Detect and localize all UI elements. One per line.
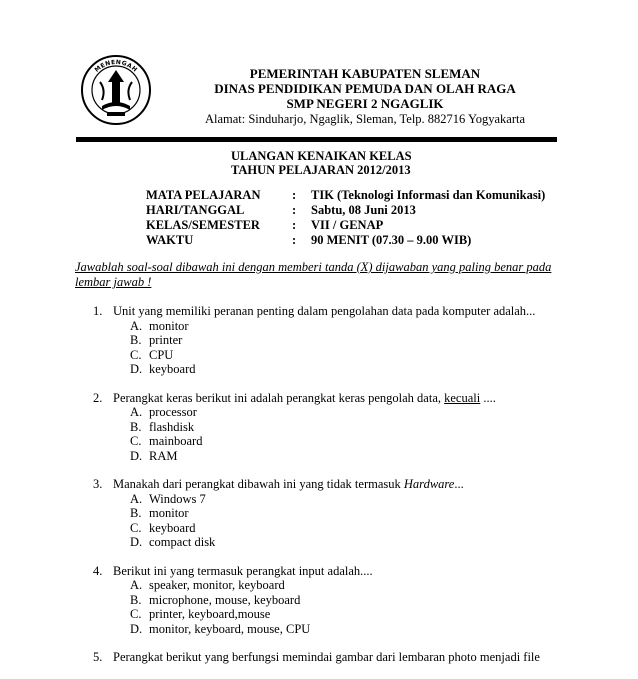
answer-option [130,405,573,420]
answer-option [130,593,573,608]
answer-options [130,405,573,463]
question-text-part: ... [454,477,464,491]
info-key: MATA PELAJARAN [146,188,261,202]
answer-options [130,319,573,377]
answer-option [130,348,573,363]
question-item [93,564,573,637]
answer-option [130,434,573,449]
option-text: compact disk [149,535,216,549]
exam-title-line1: ULANGAN KENAIKAN KELAS [231,149,412,163]
option-letter: D. [130,621,143,636]
question-number: 5. [93,650,103,664]
question-number: 4. [93,563,103,578]
option-letter: A. [130,578,143,592]
option-letter: B. [130,506,142,520]
question-text-part: Perangkat keras berikut ini adalah perangkat keras pengolah data, [113,390,445,405]
answer-option [130,535,573,550]
option-letter: B. [130,419,142,434]
question-item [93,650,573,665]
option-text: printer [149,333,183,347]
option-letter: B. [130,592,142,607]
instruction-text: Jawablah soal-soal dibawah ini dengan memberi tanda (X) dijawaban yang paling benar pada lembar jawab ! [75,260,552,289]
answer-options [130,578,573,636]
option-text: monitor [149,318,189,333]
option-text: monitor, keyboard, mouse, CPU [149,621,311,636]
question-text-italic: Hardware [403,477,455,491]
option-text: mainboard [149,434,203,448]
question-text: Unit yang memiliki peranan penting dalam pengolahan data pada komputer adalah... [113,304,536,318]
question-item [93,304,573,377]
option-letter: C. [130,347,142,362]
option-text: CPU [149,347,174,362]
svg-text:MENENGAH: MENENGAH [93,58,139,74]
question-text [113,391,573,406]
letterhead-divider [76,137,557,142]
option-text: Windows 7 [149,491,206,506]
option-text: monitor [149,506,189,520]
question-text-part: Manakah dari perangkat dibawah ini yang tidak termasuk [113,477,404,491]
department-name: DINAS PENDIDIKAN PEMUDA DAN OLAH RAGA [214,81,516,96]
exam-title [231,149,412,177]
exam-title-line2: TAHUN PELAJARAN 2012/2013 [231,163,411,177]
info-key: WAKTU [146,233,194,247]
question-text-underlined: kecuali [444,390,481,405]
info-separator: : [292,233,297,247]
question-text [113,477,573,492]
info-value: 90 MENIT (07.30 – 9.00 WIB) [311,233,472,247]
answer-option [130,420,573,435]
info-separator: : [292,188,297,202]
option-letter: D. [130,448,143,463]
info-value: VII / GENAP [311,218,384,232]
question-number: 3. [93,477,103,491]
answer-option [130,521,573,536]
letterhead [190,66,540,127]
answer-option [130,449,573,464]
option-letter: D. [130,362,143,376]
info-key: KELAS/SEMESTER [146,218,260,232]
answer-option [130,622,573,637]
question-number: 1. [93,304,103,318]
answer-option [130,492,573,507]
school-address: Alamat: Sinduharjo, Ngaglik, Sleman, Telp. 882716 Yogyakarta [204,112,526,126]
info-value: TIK (Teknologi Informasi dan Komunikasi) [311,188,546,202]
answer-options [130,492,573,550]
option-letter: A. [130,491,143,506]
option-letter: D. [130,535,143,549]
info-separator: : [292,218,297,232]
government-name: PEMERINTAH KABUPATEN SLEMAN [249,66,481,81]
option-letter: B. [130,333,142,347]
option-text: speaker, monitor, keyboard [149,578,285,592]
option-text: RAM [149,448,178,463]
question-text: Berikut ini yang termasuk perangkat input adalah.... [113,563,373,578]
option-text: keyboard [149,520,196,535]
option-letter: C. [130,520,142,535]
option-text: keyboard [149,362,196,376]
question-item [93,391,573,464]
answer-option [130,506,573,521]
option-text: printer, keyboard,mouse [149,607,271,621]
option-text: processor [149,405,197,419]
info-value: Sabtu, 08 Juni 2013 [311,203,416,217]
answer-option [130,607,573,622]
option-letter: A. [130,405,143,419]
option-text: flashdisk [149,419,195,434]
school-name: SMP NEGERI 2 NGAGLIK [286,96,444,111]
option-letter: C. [130,434,142,448]
option-letter: C. [130,607,142,621]
info-key: HARI/TANGGAL [146,203,245,217]
answer-option [130,578,573,593]
question-text-part: .... [480,390,496,405]
option-text: microphone, mouse, keyboard [149,592,301,607]
question-text: Perangkat berikut yang berfungsi memindai gambar dari lembaran photo menjadi file [113,650,540,664]
question-item [93,477,573,550]
question-list [93,304,573,679]
answer-option [130,333,573,348]
answer-option [130,319,573,334]
question-number: 2. [93,390,103,405]
option-letter: A. [130,318,143,333]
answer-option [130,362,573,377]
info-separator: : [292,203,297,217]
school-logo-icon [80,52,152,128]
